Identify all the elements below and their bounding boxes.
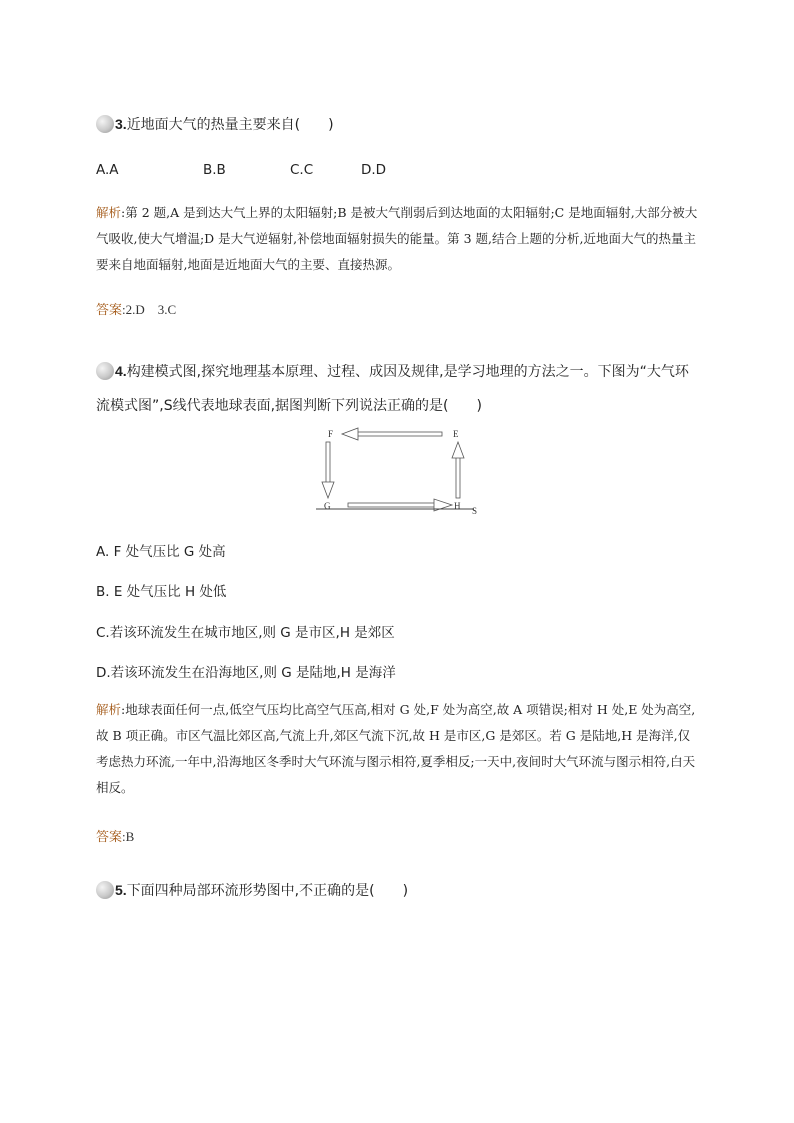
option-a: A. F 处气压比 G 处高	[96, 544, 226, 560]
answer-value: :2.D 3.C	[122, 302, 177, 317]
option-a: A.A	[96, 162, 119, 178]
answer-value: :B	[122, 829, 135, 844]
option-c: C.C	[290, 162, 314, 178]
question-bullet-icon	[96, 881, 114, 899]
arrow-h-to-e	[452, 442, 464, 498]
question-3	[96, 114, 334, 135]
question-stem: 近地面大气的热量主要来自( )	[126, 117, 334, 133]
question-bullet-icon	[96, 115, 114, 133]
question-number: 5.	[115, 882, 127, 898]
analysis-label: 解析	[96, 205, 122, 220]
analysis-label: 解析	[96, 702, 122, 717]
analysis-text: :第 2 题,A 是到达大气上界的太阳辐射;B 是被大气削弱后到达地面的太阳辐射;C 是地面辐射,大部分被大气吸收,使大气增温;D 是大气逆辐射,补偿地面辐射损失的能量。第 3 题,结合上题的分析,近地面大气的热量主要来自地面辐射,地面是近地面大气的主要、直接热源。	[96, 205, 698, 272]
atmospheric-circulation-diagram	[310, 420, 490, 520]
label-s: S	[472, 506, 478, 516]
analysis-3	[96, 200, 702, 278]
answer-3	[96, 299, 176, 318]
question-number: 4.	[115, 363, 127, 379]
answer-label: 答案	[96, 303, 123, 318]
question-4	[96, 354, 706, 423]
label-g: G	[324, 501, 331, 511]
arrow-e-to-f	[342, 428, 442, 440]
question-stem: 下面四种局部环流形势图中,不正确的是( )	[126, 883, 409, 899]
question-number: 3.	[115, 116, 127, 132]
option-b: B. E 处气压比 H 处低	[96, 584, 227, 600]
analysis-4	[96, 697, 702, 801]
label-f: F	[328, 429, 334, 439]
option-d: D.D	[361, 162, 387, 178]
question-3-options	[96, 162, 496, 182]
label-e: E	[453, 429, 459, 439]
question-bullet-icon	[96, 362, 114, 380]
question-stem-line-1: 构建模式图,探究地理基本原理、过程、成因及规律,是学习地理的方法之一。下图为“大气环	[126, 364, 689, 380]
question-stem-line-2: 流模式图”,S线代表地球表面,据图判断下列说法正确的是( )	[96, 398, 482, 414]
question-5	[96, 880, 408, 901]
analysis-text: :地球表面任何一点,低空气压均比高空气压高,相对 G 处,F 处为高空,故 A 项错误;相对 H 处,E 处为高空,故 B 项正确。市区气温比郊区高,气流上升,郊区气流下沉,故 H 是市区,G 是郊区。若 G 是陆地,H 是海洋,仅考虑热力环流,一年中,沿海地区冬季时大气环流与图示相符,夏季相反;一天中,夜间时大气环流与图示相符,白天相反。	[96, 702, 696, 795]
answer-label: 答案	[96, 830, 123, 845]
arrow-f-to-g	[322, 442, 334, 498]
label-h: H	[454, 501, 461, 511]
option-b: B.B	[203, 162, 226, 178]
answer-4	[96, 826, 134, 845]
option-d: D.若该环流发生在沿海地区,则 G 是陆地,H 是海洋	[96, 665, 396, 681]
option-c: C.若该环流发生在城市地区,则 G 是市区,H 是郊区	[96, 625, 395, 641]
